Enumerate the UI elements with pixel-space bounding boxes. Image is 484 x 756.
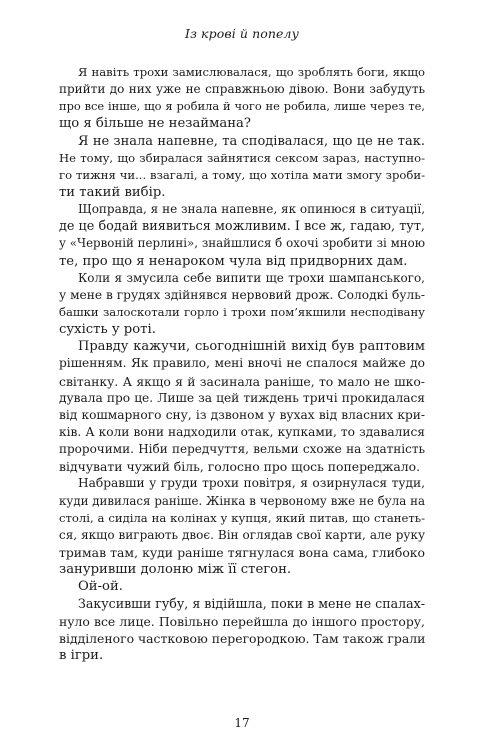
text-line: Я не знала напевне, та сподівалася, що це не так. [78, 133, 425, 149]
text-line: прийти до них уже не справжньою дівою. Вони забудуть [59, 82, 425, 97]
text-line: Я навіть трохи замислювалася, що зроблять боги, якщо [78, 65, 425, 79]
text-line: у мене в грудях здійнявся нервовий дрож. Солодкі буль- [59, 287, 425, 302]
text-line: Правду кажучи, сьогоднішній вихід був раптовим [78, 339, 425, 355]
text-line: пророчими. Ніби передчуття, вельми схоже на здатність [59, 442, 425, 457]
body-text [59, 64, 425, 664]
text-line: Не тому, що збиралася зайнятися сексом зараз, наступно- [59, 150, 425, 165]
text-line: тримав там, куди раніше тягнулася вона сама, глибоко [59, 544, 425, 560]
text-line: нуло все лице. Повільно перейшла до іншого простору, [59, 613, 425, 629]
text-line: дувала про це. Лише за цей тиждень тричі прокидалася [59, 390, 425, 405]
text-line: ти такий вибір. [59, 184, 166, 200]
text-line: столі, а сиділа на колінах у купця, який питав, що станеть- [59, 510, 425, 525]
text-line: Щоправда, я не знала напевне, як опинюся в ситуації, [78, 202, 425, 217]
text-line: зануривши долоню між її стегон. [59, 562, 292, 578]
text-line: рішенням. Як правило, мені вночі не спалося майже до [59, 356, 425, 371]
text-line: у «Червоній перлині», знайшлися б охочі зробити зі мною [59, 236, 425, 251]
text-line: ся, якщо виграють двоє. Він оглядав свої карти, але руку [59, 527, 425, 542]
text-line: Коли я змусила себе випити ще трохи шампанського, [78, 270, 425, 285]
text-line: Закусивши губу, я відійшла, поки в мене не спалах- [78, 596, 425, 612]
text-line: що я більше не незаймана? [59, 116, 251, 132]
text-line: про все інше, що я робила й чого не робила, лише через те, [59, 99, 425, 114]
text-line: в ігри. [59, 647, 104, 663]
text-line: те, про що я ненароком чула від придворних дам. [59, 253, 408, 269]
running-header: Із крові й попелу [185, 26, 299, 41]
text-line: світанку. А якщо я й засинала раніше, то мало не шко- [59, 373, 425, 389]
text-line: куди дивилася раніше. Жінка в червоному вже не була на [59, 493, 425, 508]
text-line: де це бодай виявиться можливим. І все ж, гадаю, тут, [59, 219, 425, 235]
text-line: сухість у роті. [59, 322, 156, 338]
text-line: ків. А коли вони надходили отак, купками, то здавалися [59, 424, 425, 439]
page-number: 17 [234, 716, 250, 730]
text-line: відділеного частковою перегородкою. Там також грали [59, 630, 425, 646]
text-line: го тижня чи... взагалі, а тому, що хотіла мати змогу зроби- [59, 167, 425, 182]
text-line: башки залоскотали горло і трохи пом’якшили несподівану [59, 304, 425, 319]
text-line: Ой-ой. [78, 579, 123, 595]
text-line: Набравши у груди трохи повітря, я озирнулася туди, [78, 476, 425, 491]
text-line: відчувати чужий біль, голосно про щось попереджало. [59, 459, 421, 475]
text-line: від кошмарного сну, із дзвоном у вухах від власних кри- [59, 407, 425, 422]
